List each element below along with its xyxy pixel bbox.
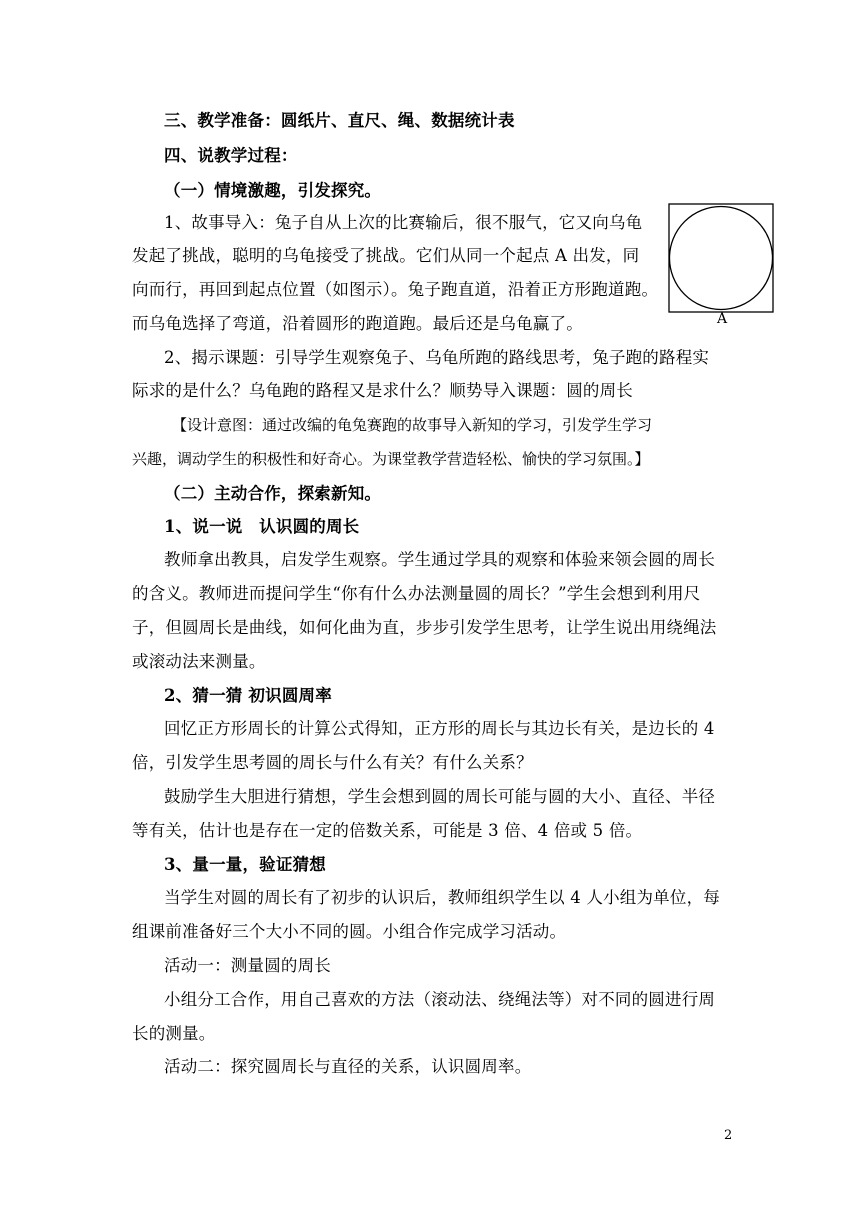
paragraph-line: 1、故事导入：兔子自从上次的比赛输后，很不服气，它又向乌龟: [164, 213, 643, 232]
paragraph-line: 鼓励学生大胆进行猜想，学生会想到圆的周长可能与圆的大小、直径、半径: [164, 787, 716, 806]
subsection-heading-1: （一）情境激趣，引发探究。: [164, 181, 382, 200]
paragraph-line: 组课前准备好三个大小不同的圆。小组合作完成学习活动。: [132, 922, 567, 941]
paragraph-line: 2、揭示课题：引导学生观察兔子、乌龟所跑的路线思考，兔子跑的路程实: [164, 348, 710, 367]
design-intent-note: 兴趣，调动学生的积极性和好奇心。为课堂教学营造轻松、愉快的学习氛围。】: [132, 450, 650, 468]
paragraph-line: 倍，引发学生思考圆的周长与什么有关？有什么关系？: [132, 753, 533, 772]
start-point-label: A: [717, 311, 728, 327]
paragraph-line: 当学生对圆的周长有了初步的认识后，教师组织学生以 4 人小组为单位，每: [164, 888, 720, 907]
paragraph-line: 小组分工合作，用自己喜欢的方法（滚动法、绕绳法等）对不同的圆进行周: [164, 990, 716, 1009]
page-number: 2: [724, 1128, 733, 1143]
square-circle-figure: [668, 203, 774, 313]
subsection-heading-2: （二）主动合作，探索新知。: [164, 484, 382, 503]
step-heading-2: 2、猜一猜 初识圆周率: [164, 686, 332, 705]
paragraph-line: 的含义。教师进而提问学生“你有什么办法测量圆的周长？”学生会想到利用尺: [132, 584, 701, 603]
paragraph-line: 子，但圆周长是曲线，如何化曲为直，步步引发学生思考，让学生说出用绕绳法: [132, 618, 717, 637]
paragraph-line: 等有关，估计也是存在一定的倍数关系，可能是 3 倍、4 倍或 5 倍。: [132, 821, 643, 840]
square-track: [669, 204, 773, 312]
paragraph-line: 发起了挑战，聪明的乌龟接受了挑战。它们从同一个起点 A 出发，同: [132, 246, 640, 265]
paragraph-line: 回忆正方形周长的计算公式得知，正方形的周长与其边长有关，是边长的 4: [164, 719, 715, 738]
section-heading-process: 四、说教学过程：: [164, 146, 298, 165]
paragraph-line: 而乌龟选择了弯道，沿着圆形的跑道跑。最后还是乌龟赢了。: [132, 314, 583, 333]
paragraph-line: 教师拿出教具，启发学生观察。学生通过学具的观察和体验来领会圆的周长: [164, 550, 716, 569]
step-heading-1: 1、说一说 认识圆的周长: [164, 517, 360, 536]
paragraph-line: 向而行，再回到起点位置（如图示）。兔子跑直道，沿着正方形跑道跑。: [132, 280, 659, 299]
step-heading-3: 3、量一量，验证猜想: [164, 855, 326, 874]
design-intent-note: 【设计意图：通过改编的龟兔赛跑的故事导入新知的学习，引发学生学习: [172, 416, 653, 434]
paragraph-line: 际求的是什么？乌龟跑的路程又是求什么？顺势导入课题：圆的周长: [132, 381, 633, 400]
paragraph-line: 长的测量。: [132, 1024, 216, 1043]
activity-one-label: 活动一：测量圆的周长: [164, 956, 331, 975]
activity-two-label: 活动二：探究圆周长与直径的关系，认识圆周率。: [164, 1057, 532, 1076]
paragraph-line: 或滚动法来测量。: [132, 652, 266, 671]
circle-track: [670, 207, 773, 310]
section-heading-preparation: 三、教学准备：圆纸片、直尺、绳、数据统计表: [164, 111, 515, 130]
